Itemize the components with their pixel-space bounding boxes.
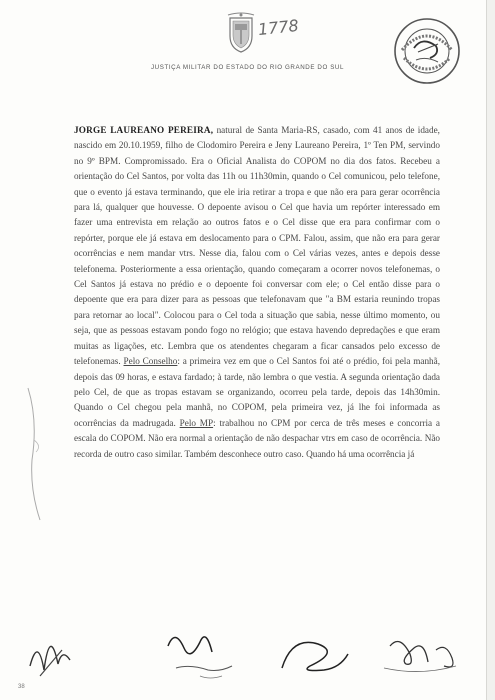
testimony-text-1: natural de Santa Maria-RS, casado, com 41 anos de idade, nascido em 20.10.1959, filho de Clodomiro Pereira e Jeny Laureano Pereira, 1º Ten PM, servindo no 9º BPM. Compromissado. Era o Oficial Analista do COPOM no dia dos fatos. Recebeu a orientação do Cel Santos, por volta das 11h ou 11h30min, quando o Cel comunicou, pelo telefone, que o evento já estava terminando, que ele iria retirar a tropa e que não era para gerar ocorrência para lá, qualquer que houvesse. O depoente avisou o Cel que havia um repórter interessado em fazer uma entrevista em relação ao outros fatos e o Cel disse que era para confirmar com o repórter, porque ele já estava em deslocamento para o CPM. Falou, assim, que não era para gerar ocorrências e nem mandar vtrs. Nesse dia, falou com o Cel várias vezes, antes e depois desse telefonema. Posteriormente a essa orientação, quando começaram a ocorrer novos telefonemas, o Cel Santos já estava no prédio e o depoente foi conversar com ele; o Cel então disse para o depoente que era para dizer para as pessoas que telefonavam que "a BM estaria reunindo tropas para retornar ao local". Colocou para o Cel toda a situação que sabia, nesse último momento, ou seja, que as pessoas estavam pondo fogo no relógio; que estava havendo depredações e que eram muitas as ligações, etc. Lembra que os atendentes chegaram a ficar cansados pelo excesso de telefonemas. — [74, 125, 440, 367]
justica-militar-seal-icon — [392, 16, 462, 86]
deponent-name: JORGE LAUREANO PEREIRA, — [74, 125, 214, 135]
conselho-label: Pelo Conselho — [123, 356, 178, 367]
institution-header: JUSTIÇA MILITAR DO ESTADO DO RIO GRANDE DO SUL — [150, 64, 345, 71]
page-edge-shadow — [486, 0, 495, 700]
testimony-body — [74, 123, 440, 462]
signatures-area — [0, 606, 495, 700]
testimony-text-2: : a primeira vez em que o Cel Santos foi até o prédio, foi pela manhã, depois das 09 horas, e estava fardado; à tarde, não lembra o que vestia. A segunda orientação dada pelo Cel, de que as tropas estavam se organizando, ocorreu pela tarde, depois das 14h30min. Quando o Cel chegou pela manhã, no COPOM, pela primeira vez, já lhe foi informada as ocorrências da madrugada. — [74, 356, 441, 428]
state-coat-of-arms-icon — [224, 12, 258, 54]
page-marker: 38 — [18, 684, 25, 690]
testimony-text-3: : trabalhou no CPM por cerca de três meses e concorria a escala do COPOM. Não era normal a orientação de não despachar vtrs em caso de ocorrência. Não recorda de outro caso similar. Também desconhece outro caso. Quando há uma ocorrência já — [74, 417, 440, 459]
mp-label: Pelo MP — [179, 417, 214, 428]
margin-pen-mark-icon — [22, 380, 52, 530]
signature-4-icon — [384, 642, 456, 672]
signature-2-icon — [168, 637, 232, 678]
signature-3-icon — [282, 642, 348, 670]
testimony-paragraph — [74, 123, 440, 462]
handwritten-page-number: 1778 — [257, 15, 300, 40]
signature-1-icon — [30, 646, 70, 676]
